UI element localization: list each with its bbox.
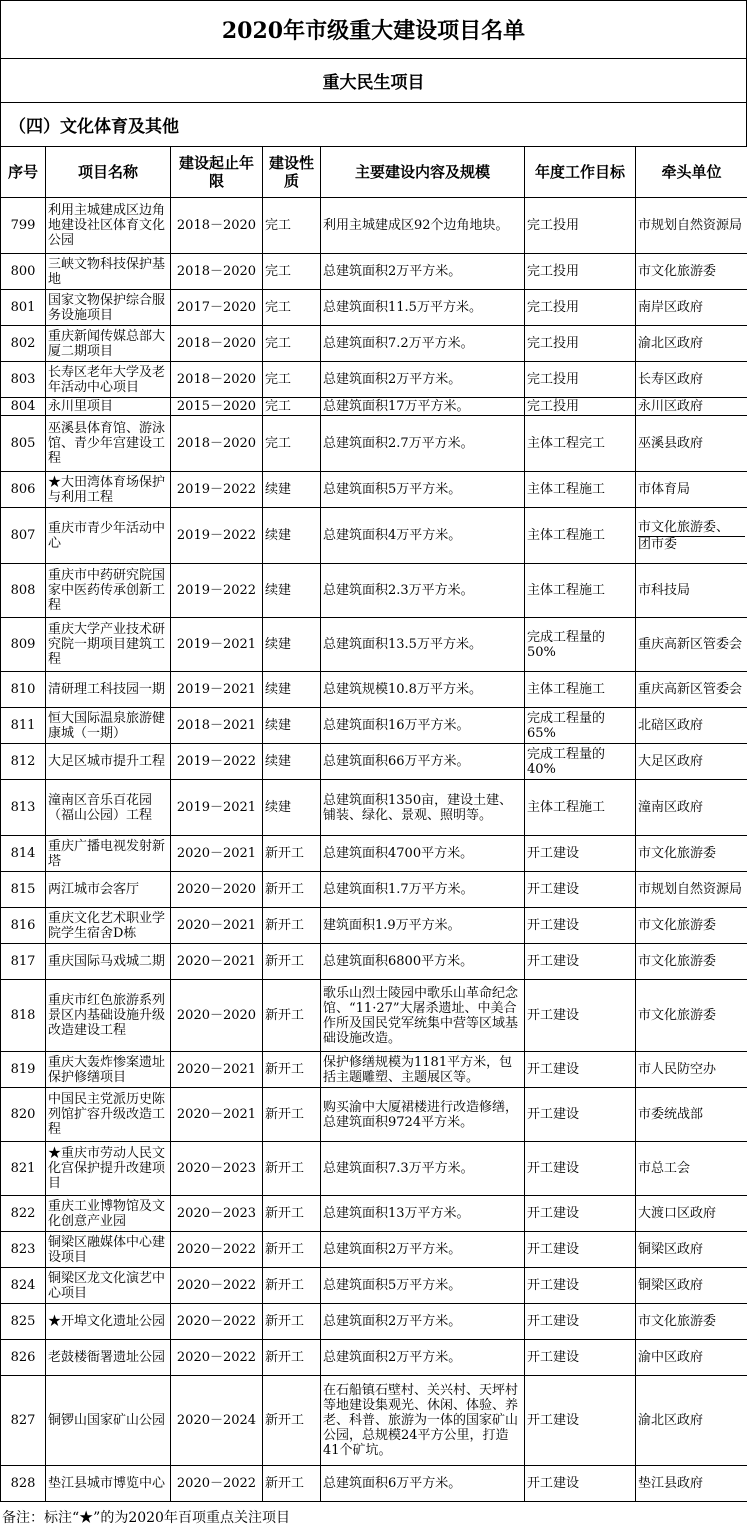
cell-no: 812 [1, 744, 46, 780]
cell-period: 2020－2021 [171, 1088, 263, 1142]
cell-lead: 市文化旅游委 [636, 944, 747, 980]
table-row [1, 980, 747, 1052]
lead-unit-secondary: 团市委 [638, 536, 678, 552]
cell-lead: 市规划自然资源局 [636, 198, 747, 254]
cell-name: 长寿区老年大学及老年活动中心项目 [46, 362, 171, 398]
table-header-row [1, 147, 747, 198]
table-row [1, 564, 747, 618]
table-row [1, 618, 747, 672]
cell-period: 2020－2020 [171, 980, 263, 1052]
cell-period: 2020－2021 [171, 908, 263, 944]
table-row [1, 672, 747, 708]
table-row [1, 1268, 747, 1304]
header-nature: 建设性质 [263, 147, 321, 198]
cell-lead: 渝中区政府 [636, 1340, 747, 1376]
cell-nature: 续建 [263, 618, 321, 672]
cell-period: 2019－2022 [171, 508, 263, 564]
table-row [1, 508, 747, 564]
cell-name: 三峡文物科技保护基地 [46, 254, 171, 290]
cell-no: 828 [1, 1466, 46, 1502]
cell-period: 2019－2021 [171, 672, 263, 708]
cell-no: 805 [1, 416, 46, 472]
table-row [1, 326, 747, 362]
cell-target: 开工建设 [525, 944, 636, 980]
table-row [1, 944, 747, 980]
cell-lead: 市人民防空办 [636, 1052, 747, 1088]
cell-target: 主体工程施工 [525, 508, 636, 564]
table-row [1, 1376, 747, 1466]
cell-period: 2018－2021 [171, 708, 263, 744]
cell-name: 潼南区音乐百花园（福山公园）工程 [46, 780, 171, 836]
cell-target: 完工投用 [525, 198, 636, 254]
cell-period: 2017－2020 [171, 290, 263, 326]
cell-nature: 完工 [263, 362, 321, 398]
table-row [1, 780, 747, 836]
cell-no: 808 [1, 564, 46, 618]
cell-period: 2019－2022 [171, 472, 263, 508]
cell-name: 大足区城市提升工程 [46, 744, 171, 780]
cell-lead: 大足区政府 [636, 744, 747, 780]
cell-target: 开工建设 [525, 1304, 636, 1340]
cell-target: 主体工程完工 [525, 416, 636, 472]
cell-nature: 续建 [263, 564, 321, 618]
table-row [1, 1052, 747, 1088]
cell-name: 恒大国际温泉旅游健康城（一期） [46, 708, 171, 744]
cell-no: 799 [1, 198, 46, 254]
cell-nature: 新开工 [263, 1232, 321, 1268]
cell-no: 820 [1, 1088, 46, 1142]
cell-nature: 新开工 [263, 1376, 321, 1466]
cell-content: 总建筑面积6800平方米。 [321, 944, 525, 980]
cell-content: 总建筑面积66万平方米。 [321, 744, 525, 780]
cell-no: 803 [1, 362, 46, 398]
cell-target: 开工建设 [525, 1340, 636, 1376]
cell-name: 铜梁区龙文化演艺中心项目 [46, 1268, 171, 1304]
cell-nature: 新开工 [263, 1340, 321, 1376]
cell-content: 总建筑面积11.5万平方米。 [321, 290, 525, 326]
cell-name: 重庆国际马戏城二期 [46, 944, 171, 980]
cell-name: 重庆广播电视发射新塔 [46, 836, 171, 872]
table-row [1, 290, 747, 326]
cell-period: 2019－2022 [171, 564, 263, 618]
cell-target: 开工建设 [525, 1196, 636, 1232]
cell-content: 总建筑面积16万平方米。 [321, 708, 525, 744]
cell-no: 827 [1, 1376, 46, 1466]
cell-content: 购买渝中大厦裙楼进行改造修缮，总建筑面积9724平方米。 [321, 1088, 525, 1142]
cell-nature: 新开工 [263, 908, 321, 944]
cell-nature: 续建 [263, 780, 321, 836]
cell-nature: 完工 [263, 254, 321, 290]
cell-no: 807 [1, 508, 46, 564]
category-title: 重大民生项目 [0, 58, 747, 102]
cell-no: 818 [1, 980, 46, 1052]
table-row [1, 836, 747, 872]
cell-lead: 巫溪县政府 [636, 416, 747, 472]
cell-period: 2020－2022 [171, 1268, 263, 1304]
cell-lead: 永川区政府 [636, 398, 747, 416]
cell-no: 806 [1, 472, 46, 508]
cell-target: 主体工程施工 [525, 472, 636, 508]
cell-name: 重庆大学产业技术研究院一期项目建筑工程 [46, 618, 171, 672]
cell-target: 开工建设 [525, 980, 636, 1052]
cell-period: 2020－2022 [171, 1304, 263, 1340]
cell-nature: 新开工 [263, 944, 321, 980]
cell-target: 开工建设 [525, 1376, 636, 1466]
cell-lead: 铜梁区政府 [636, 1232, 747, 1268]
header-name: 项目名称 [46, 147, 171, 198]
cell-lead: 重庆高新区管委会 [636, 618, 747, 672]
table-row [1, 872, 747, 908]
cell-no: 816 [1, 908, 46, 944]
cell-period: 2020－2023 [171, 1196, 263, 1232]
table-body [1, 198, 747, 1502]
cell-lead: 潼南区政府 [636, 780, 747, 836]
cell-target: 完工投用 [525, 254, 636, 290]
cell-lead: 北碚区政府 [636, 708, 747, 744]
cell-content: 总建筑面积13.5万平方米。 [321, 618, 525, 672]
cell-target: 完成工程量的50% [525, 618, 636, 672]
cell-nature: 续建 [263, 472, 321, 508]
header-period: 建设起止年限 [171, 147, 263, 198]
cell-lead: 重庆高新区管委会 [636, 672, 747, 708]
table-row [1, 1142, 747, 1196]
cell-lead: 渝北区政府 [636, 326, 747, 362]
cell-target: 主体工程施工 [525, 564, 636, 618]
cell-period: 2020－2024 [171, 1376, 263, 1466]
table-row [1, 908, 747, 944]
cell-period: 2018－2020 [171, 198, 263, 254]
cell-no: 809 [1, 618, 46, 672]
cell-nature: 完工 [263, 416, 321, 472]
cell-content: 总建筑面积2万平方米。 [321, 362, 525, 398]
cell-nature: 新开工 [263, 1142, 321, 1196]
cell-nature: 续建 [263, 508, 321, 564]
cell-nature: 新开工 [263, 1052, 321, 1088]
cell-nature: 完工 [263, 326, 321, 362]
cell-no: 804 [1, 398, 46, 416]
cell-period: 2020－2021 [171, 944, 263, 980]
cell-no: 823 [1, 1232, 46, 1268]
cell-nature: 新开工 [263, 1088, 321, 1142]
cell-period: 2018－2020 [171, 362, 263, 398]
cell-nature: 新开工 [263, 1466, 321, 1502]
cell-content: 总建筑面积6万平方米。 [321, 1466, 525, 1502]
table-row [1, 398, 747, 416]
cell-nature: 续建 [263, 672, 321, 708]
cell-content: 总建筑面积2万平方米。 [321, 1232, 525, 1268]
cell-lead: 市规划自然资源局 [636, 872, 747, 908]
cell-period: 2020－2021 [171, 836, 263, 872]
cell-target: 开工建设 [525, 1052, 636, 1088]
cell-period: 2020－2020 [171, 872, 263, 908]
cell-nature: 新开工 [263, 872, 321, 908]
cell-lead: 市科技局 [636, 564, 747, 618]
cell-content: 总建筑面积13万平方米。 [321, 1196, 525, 1232]
cell-content: 总建筑面积17万平方米。 [321, 398, 525, 416]
cell-content: 总建筑面积7.3万平方米。 [321, 1142, 525, 1196]
cell-lead: 市文化旅游委 [636, 836, 747, 872]
cell-no: 822 [1, 1196, 46, 1232]
cell-target: 完成工程量的40% [525, 744, 636, 780]
cell-nature: 新开工 [263, 1196, 321, 1232]
cell-nature: 完工 [263, 398, 321, 416]
cell-content: 总建筑面积2.3万平方米。 [321, 564, 525, 618]
cell-period: 2020－2022 [171, 1340, 263, 1376]
lead-unit-primary: 市文化旅游委、 [638, 520, 745, 537]
table-row [1, 1232, 747, 1268]
table-row [1, 254, 747, 290]
cell-content: 歌乐山烈士陵园中歌乐山革命纪念馆、“11·27”大屠杀遗址、中美合作所及国民党军统集中营等区域基础设施改造。 [321, 980, 525, 1052]
cell-nature: 新开工 [263, 1268, 321, 1304]
cell-no: 814 [1, 836, 46, 872]
cell-target: 完工投用 [525, 290, 636, 326]
cell-no: 811 [1, 708, 46, 744]
cell-lead: 渝北区政府 [636, 1376, 747, 1466]
cell-nature: 续建 [263, 744, 321, 780]
cell-content: 总建筑面积1350亩，建设土建、铺装、绿化、景观、照明等。 [321, 780, 525, 836]
cell-nature: 新开工 [263, 1304, 321, 1340]
cell-period: 2020－2022 [171, 1466, 263, 1502]
cell-lead: 市总工会 [636, 1142, 747, 1196]
table-row [1, 708, 747, 744]
cell-target: 开工建设 [525, 1466, 636, 1502]
cell-no: 826 [1, 1340, 46, 1376]
table-row [1, 362, 747, 398]
cell-name: 重庆文化艺术职业学院学生宿舍D栋 [46, 908, 171, 944]
cell-name: 两江城市会客厅 [46, 872, 171, 908]
cell-period: 2020－2022 [171, 1232, 263, 1268]
cell-content: 总建筑规模10.8万平方米。 [321, 672, 525, 708]
cell-no: 825 [1, 1304, 46, 1340]
page-title: 2020年市级重大建设项目名单 [0, 0, 747, 58]
cell-name: 清研理工科技园一期 [46, 672, 171, 708]
cell-name: ★大田湾体育场保护与利用工程 [46, 472, 171, 508]
header-no: 序号 [1, 147, 46, 198]
table-row [1, 1340, 747, 1376]
cell-name: 巫溪县体育馆、游泳馆、青少年宫建设工程 [46, 416, 171, 472]
cell-target: 完工投用 [525, 398, 636, 416]
cell-no: 801 [1, 290, 46, 326]
cell-content: 总建筑面积5万平方米。 [321, 1268, 525, 1304]
cell-content: 总建筑面积2.7万平方米。 [321, 416, 525, 472]
section-title: （四）文化体育及其他 [0, 102, 747, 146]
table-row [1, 198, 747, 254]
cell-period: 2019－2022 [171, 744, 263, 780]
cell-name: 重庆大轰炸惨案遗址保护修缮项目 [46, 1052, 171, 1088]
cell-lead: 垫江县政府 [636, 1466, 747, 1502]
cell-name: 老鼓楼衙署遗址公园 [46, 1340, 171, 1376]
cell-content: 总建筑面积2万平方米。 [321, 1340, 525, 1376]
cell-no: 810 [1, 672, 46, 708]
cell-name: 铜梁区融媒体中心建设项目 [46, 1232, 171, 1268]
cell-name: 重庆市青少年活动中心 [46, 508, 171, 564]
cell-target: 主体工程施工 [525, 780, 636, 836]
cell-no: 817 [1, 944, 46, 980]
cell-name: 重庆市中药研究院国家中医药传承创新工程 [46, 564, 171, 618]
cell-period: 2020－2023 [171, 1142, 263, 1196]
cell-content: 利用主城建成区92个边角地块。 [321, 198, 525, 254]
project-table [0, 146, 747, 1502]
cell-target: 完成工程量的65% [525, 708, 636, 744]
table-row [1, 1304, 747, 1340]
header-lead: 牵头单位 [636, 147, 747, 198]
cell-content: 在石船镇石壁村、关兴村、天坪村等地建设集观光、休闲、体验、养老、科普、旅游为一体的国家矿山公园，总规模24平方公里，打造41个矿坑。 [321, 1376, 525, 1466]
cell-lead [636, 508, 747, 564]
cell-content: 总建筑面积1.7万平方米。 [321, 872, 525, 908]
cell-target: 完工投用 [525, 326, 636, 362]
cell-name: 国家文物保护综合服务设施项目 [46, 290, 171, 326]
cell-period: 2018－2020 [171, 326, 263, 362]
cell-lead: 市文化旅游委 [636, 254, 747, 290]
cell-target: 开工建设 [525, 872, 636, 908]
table-row [1, 744, 747, 780]
table-row [1, 1196, 747, 1232]
cell-target: 开工建设 [525, 1088, 636, 1142]
cell-name: 垫江县城市博览中心 [46, 1466, 171, 1502]
cell-name: 中国民主党派历史陈列馆扩容升级改造工程 [46, 1088, 171, 1142]
cell-name: 铜锣山国家矿山公园 [46, 1376, 171, 1466]
footnote: 备注：标注“★”的为2020年百项重点关注项目 [2, 1510, 290, 1526]
cell-no: 821 [1, 1142, 46, 1196]
cell-content: 总建筑面积4700平方米。 [321, 836, 525, 872]
cell-content: 保护修缮规模为1181平方米，包括主题雕塑、主题展区等。 [321, 1052, 525, 1088]
cell-target: 开工建设 [525, 1142, 636, 1196]
cell-nature: 新开工 [263, 836, 321, 872]
cell-content: 总建筑面积5万平方米。 [321, 472, 525, 508]
cell-no: 819 [1, 1052, 46, 1088]
cell-period: 2020－2021 [171, 1052, 263, 1088]
cell-lead: 市文化旅游委 [636, 908, 747, 944]
cell-nature: 完工 [263, 290, 321, 326]
cell-period: 2019－2021 [171, 618, 263, 672]
cell-target: 主体工程施工 [525, 672, 636, 708]
cell-lead: 南岸区政府 [636, 290, 747, 326]
cell-no: 800 [1, 254, 46, 290]
cell-content: 总建筑面积2万平方米。 [321, 254, 525, 290]
cell-name: ★重庆市劳动人民文化宫保护提升改建项目 [46, 1142, 171, 1196]
cell-nature: 完工 [263, 198, 321, 254]
cell-name: 重庆工业博物馆及文化创意产业园 [46, 1196, 171, 1232]
cell-target: 开工建设 [525, 908, 636, 944]
cell-lead: 大渡口区政府 [636, 1196, 747, 1232]
table-row [1, 1088, 747, 1142]
cell-period: 2015－2020 [171, 398, 263, 416]
cell-target: 开工建设 [525, 1232, 636, 1268]
cell-content: 建筑面积1.9万平方米。 [321, 908, 525, 944]
cell-lead: 长寿区政府 [636, 362, 747, 398]
cell-period: 2018－2020 [171, 416, 263, 472]
cell-nature: 新开工 [263, 980, 321, 1052]
cell-no: 815 [1, 872, 46, 908]
cell-period: 2018－2020 [171, 254, 263, 290]
header-target: 年度工作目标 [525, 147, 636, 198]
cell-no: 813 [1, 780, 46, 836]
cell-name: 永川里项目 [46, 398, 171, 416]
cell-name: ★开埠文化遗址公园 [46, 1304, 171, 1340]
cell-no: 802 [1, 326, 46, 362]
cell-content: 总建筑面积2万平方米。 [321, 1304, 525, 1340]
cell-name: 重庆新闻传媒总部大厦二期项目 [46, 326, 171, 362]
header-content: 主要建设内容及规模 [321, 147, 525, 198]
cell-lead: 市文化旅游委 [636, 1304, 747, 1340]
cell-target: 完工投用 [525, 362, 636, 398]
cell-lead: 铜梁区政府 [636, 1268, 747, 1304]
table-row [1, 416, 747, 472]
cell-nature: 续建 [263, 708, 321, 744]
cell-no: 824 [1, 1268, 46, 1304]
cell-lead: 市委统战部 [636, 1088, 747, 1142]
table-row [1, 472, 747, 508]
cell-period: 2019－2021 [171, 780, 263, 836]
cell-content: 总建筑面积7.2万平方米。 [321, 326, 525, 362]
cell-name: 利用主城建成区边角地建设社区体育文化公园 [46, 198, 171, 254]
cell-target: 开工建设 [525, 1268, 636, 1304]
cell-name: 重庆市红色旅游系列景区内基础设施升级改造建设工程 [46, 980, 171, 1052]
cell-lead: 市体育局 [636, 472, 747, 508]
cell-lead: 市文化旅游委 [636, 980, 747, 1052]
cell-content: 总建筑面积4万平方米。 [321, 508, 525, 564]
table-row [1, 1466, 747, 1502]
cell-target: 开工建设 [525, 836, 636, 872]
